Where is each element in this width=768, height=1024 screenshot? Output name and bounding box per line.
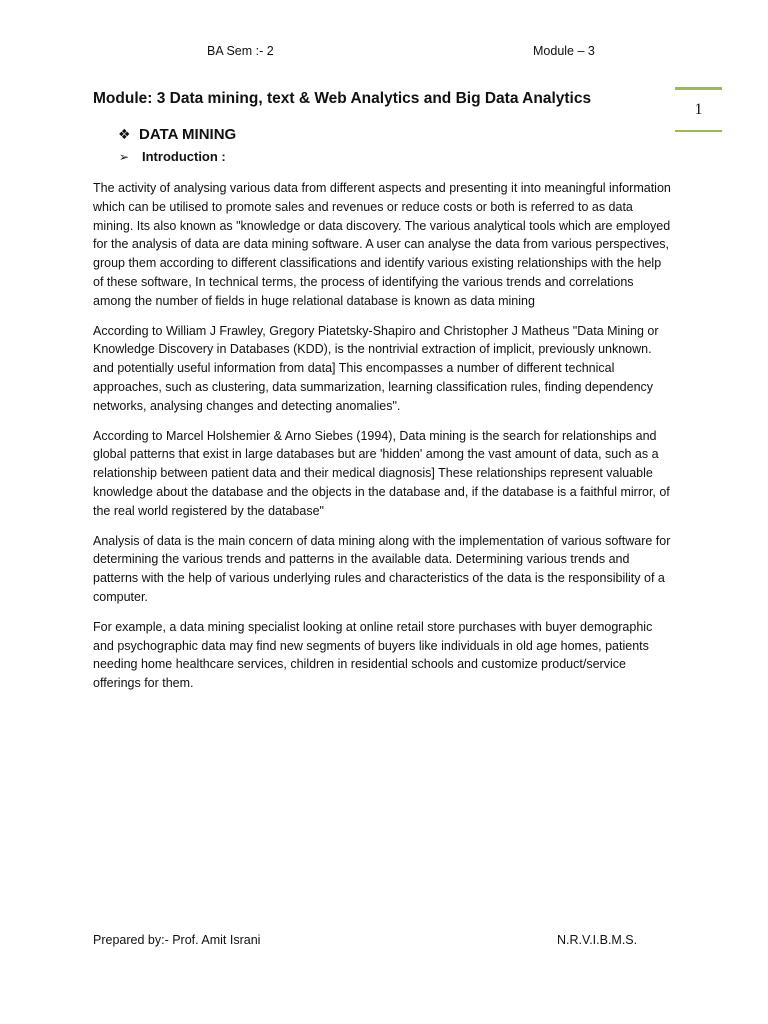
section-heading-text: DATA MINING: [139, 126, 237, 143]
footer-author: Prepared by:- Prof. Amit Israni: [93, 933, 261, 947]
arrow-bullet-icon: ➢: [119, 150, 130, 164]
header-semester: BA Sem :- 2: [207, 44, 274, 58]
paragraph: For example, a data mining specialist looking at online retail store purchases with buyer demographic and psychographic data may find new segments of buyers like individuals in old age homes, patients needing home healthcare services, children in residential schools and customize product/service offerings for them.: [93, 619, 653, 691]
subsection-heading: [119, 148, 226, 166]
header-module: Module – 3: [533, 44, 595, 58]
page-number-box: [675, 87, 722, 132]
paragraph: Analysis of data is the main concern of data mining along with the implementation of various software for determining the various trends and patterns in the available data. Determining various trends and patterns with the help of various underlying rules and characteristics of the data is the responsibility of a computer.: [93, 533, 671, 604]
body-text: [93, 179, 675, 704]
subsection-heading-text: Introduction :: [142, 149, 226, 164]
diamond-bullet-icon: ❖: [118, 126, 131, 142]
page-title: Module: 3 Data mining, text & Web Analytics and Big Data Analytics: [93, 90, 592, 107]
paragraph: According to William J Frawley, Gregory Piatetsky-Shapiro and Christopher J Matheus "Data Mining or Knowledge Discovery in Databases (KDD), is the nontrivial extraction of implicit, previously unknown. and potentially useful information from data] This encompasses a number of different technical approaches, such as clustering, data summarization, learning classification rules, finding dependency networks, analysing changes and detecting anomalies".: [93, 323, 659, 413]
page-number: 1: [694, 101, 703, 118]
paragraph: According to Marcel Holshemier & Arno Siebes (1994), Data mining is the search for relationships and global patterns that exist in large databases but are 'hidden' among the vast amount of data, such as a relationship between patient data and their medical diagnosis] These relationships represent valuable knowledge about the database and the objects in the database and, if the database is a faithful mirror, of the real world registered by the database": [93, 428, 670, 518]
paragraph: The activity of analysing various data from different aspects and presenting it into meaningful information which can be utilised to promote sales and revenues or reduce costs or both is referred to as data mining. Its also known as "knowledge or data discovery. The various analytical tools which are employed for the analysis of data are data mining software. A user can analyse the data from various perspectives, group them according to different classifications and identify various existing relationships with the help of these software, In technical terms, the process of identifying the various trends and correlations among the number of fields in huge relational database is known as data mining: [93, 181, 671, 308]
section-heading: [118, 124, 236, 145]
page-number-bottom-rule: [675, 130, 722, 132]
page-number-top-rule: [675, 87, 722, 90]
footer-institute: N.R.V.I.B.M.S.: [557, 933, 638, 947]
